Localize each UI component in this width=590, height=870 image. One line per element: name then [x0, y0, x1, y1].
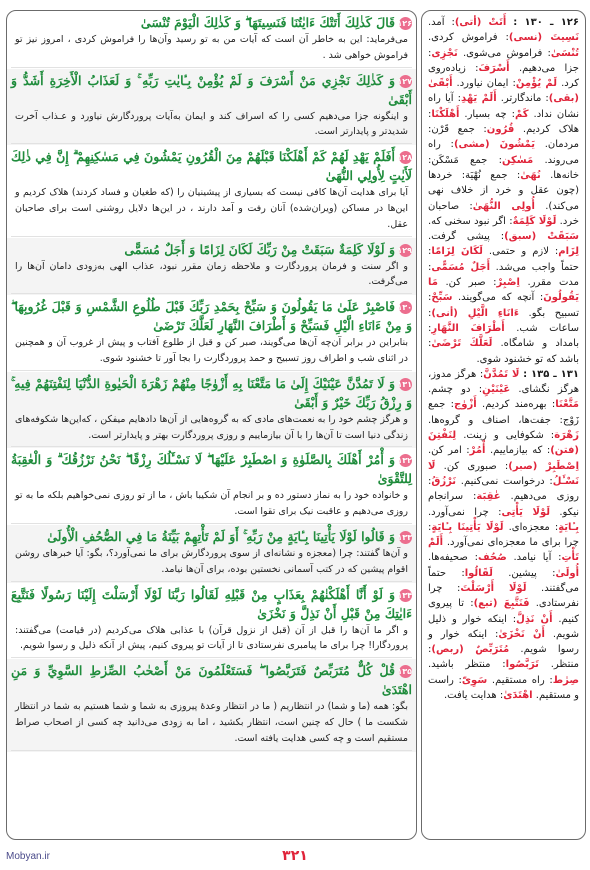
verse-translation: و آن‌ها گفتند: چرا (معجزه و نشانه‌ای از سوی پروردگارش برای ما نمی‌آورد؟، بگو: آیا خبرهای روشن اقوام پیشین که در کتب آسمانی نخستین بوده، برای آن‌ها نیامد.	[11, 546, 412, 582]
glossary-meaning: : آنچه که می‌گویند.	[458, 292, 544, 304]
verse-number-badge: ۱۲۶	[397, 19, 412, 28]
glossary-word: تُنْسَىٰ	[550, 47, 579, 59]
glossary-word: أَطْرَافَ النَّهَارِ	[431, 322, 505, 334]
glossary-word: أَنْ نَخْزَىٰ	[498, 628, 545, 640]
verse-translation: و اگر سنت و فرمان پروردگارت و ملاحظه زمان مقرر نبود، عذاب الهی به‌زودی دامان آن‌ها را می‌گرفت.	[11, 259, 412, 295]
glossary-meaning: : چه بسیار.	[464, 108, 515, 120]
glossary-word: اِصْبِرْ	[496, 277, 520, 289]
glossary-word: أَجَلٌ مُسَمًّى	[431, 261, 491, 273]
glossary-panel	[421, 10, 586, 840]
verse-number-badge: ۱۲۹	[397, 245, 412, 255]
verse-row	[7, 295, 416, 372]
glossary-meaning: : معجزه‌ای.	[508, 521, 559, 533]
glossary-meaning: : صبر کن.	[445, 277, 497, 289]
glossary-word: لَوْلَا یَأْتِینَا بِـٔایَةٍ	[431, 521, 504, 533]
glossary-word: صُحُف	[477, 552, 507, 564]
glossary-word: لَا نَسْـَٔلُ	[428, 460, 579, 487]
glossary-meaning: : هدایت یافت.	[443, 690, 504, 702]
glossary-word: کَمْ	[514, 108, 529, 120]
glossary-word: أَتَتْ (أتی)	[454, 17, 507, 28]
verse-arabic	[11, 71, 412, 109]
glossary-word: عٰقِبَة	[476, 491, 501, 503]
glossary-meaning: : درخواست نمی‌کنیم.	[460, 475, 553, 487]
verse-arabic-text: قُلْ كُلٌّ مُتَرَبِّصٌ فَتَرَبَّصُوا ۖ فَسَتَعْلَمُونَ مَنْ أَصْحٰبُ الصِّرٰطِ السَّوِيِّ وَ مَنِ اهْتَدَىٰ	[11, 663, 412, 698]
glossary-word: مَتَّعْنَا	[555, 399, 579, 411]
glossary-header-1: ۱۲۶ ـ ۱۳۰ :	[513, 17, 579, 28]
glossary-meaning: : روزی می‌دهیم.	[428, 475, 579, 503]
verse-number-badge: ۱۳۳	[397, 532, 412, 542]
glossary-word: عَیْنَیْنِ	[482, 384, 511, 396]
glossary-meaning: : منتظر باشید.	[428, 659, 506, 671]
verse-translation: می‌فرماید: این به خاطر آن است که آیات من به تو رسید وآن‌ها را فراموش کردی ، امروز نیز تو فراموش خواهی شد .	[11, 32, 412, 68]
glossary-word: قُرُون	[486, 124, 515, 136]
glossary-word: مَا یَقُولُونَ	[428, 277, 579, 304]
verse-arabic	[11, 585, 412, 623]
glossary-word: مُتَرَبِّصٌ (ربص)	[431, 644, 510, 656]
verse-arabic-text: وَ كَذٰلِكَ نَجْزِي مَنْ أَسْرَفَ وَ لَمْ يُؤْمِنْ بِـٔايٰتِ رَبِّهِ ۚ وَ لَعَذَابُ الْأَخِرَةِ أَشَدُّ وَ أَبْقَىٰ	[11, 72, 412, 107]
glossary-meaning: : اینکه خوار و رسوا شویم.	[428, 628, 580, 656]
glossary-meaning: : صحیفه‌ها.	[428, 552, 478, 564]
verse-row	[7, 69, 416, 146]
verse-translation: و اینگونه جزا می‌دهیم کسی را که اسراف کند و ایمان به‌آیات پروردگارش نیاورد و عـذاب آخرت شدیدتر و پایدارتر است.	[11, 109, 412, 145]
glossary-word: لَعَلَّكَ تَرْضَىٰ	[431, 338, 493, 350]
glossary-word: تَرَبَّصُوا	[505, 659, 539, 671]
verse-arabic-text: أَفَلَمْ يَهْدِ لَهُمْ كَمْ أَهْلَكْنَا قَبْلَهُمْ مِنَ الْقُرُونِ يَمْشُونَ فِي مَسٰكِنِهِمْ ۗ إِنَّ فِي ذٰلِكَ لَأَيٰتٍ لِأُولِي النُّهَىٰ	[11, 149, 412, 184]
glossary-word: أُولِى النُّهَىٰ	[472, 200, 535, 212]
glossary-meaning: : هلاک کردیم.	[428, 108, 579, 136]
verse-translation: بنابراین در برابر آن‌چه آن‌ها می‌گویند، صبر کن و قبل از طلوع آفتاب و پیش از غروب آن و همچنین در اثنای شب و اطراف روز تسبیح و حمد پروردگارت را بجا آور تا خشنود شوی.	[11, 335, 412, 371]
glossary-content	[422, 11, 585, 707]
glossary-word: سَبَقَتْ (سبق)	[504, 231, 579, 243]
verse-number-badge: ۱۲۷	[397, 76, 412, 86]
glossary-word: فَنَتَّبِعَ (تبع)	[473, 598, 530, 610]
verse-row	[7, 583, 416, 660]
glossary-meaning: : صاحبان خرد.	[428, 200, 579, 227]
verse-number-badge: ۱۳۴	[397, 590, 412, 600]
verse-translation: و اگر ما آن‌ها را قبل از آن (قبل از نزول قرآن) با عذابی هلاک می‌کردیم (در قیامت) می‌گفتند: پروردگارا! چرا برای ما پیامبری نفرستادی تا از آیات تو پیروی کنیم، پیش از آنکه ذلیل و رسوا شویم.	[11, 623, 412, 659]
glossary-meaning: : بهره‌مند کردیم.	[482, 399, 556, 411]
site-watermark: Mobyan.ir	[6, 851, 50, 862]
glossary-meaning: : دو چشم.	[428, 384, 483, 396]
glossary-word: اِصْطَبِرْ (صبر)	[508, 460, 579, 472]
glossary-meaning: : جمع قَرْن: مردمان.	[428, 124, 579, 151]
glossary-word: أَنْ نَذِلَّ	[516, 613, 553, 625]
glossary-header-2: ۱۳۱ ـ ۱۳۵ :	[523, 368, 579, 380]
glossary-list-1	[428, 17, 579, 365]
glossary-word: أَزْوٰج	[454, 399, 477, 411]
verses-list	[7, 11, 416, 752]
glossary-meaning: : چرا نفرستادی.	[428, 582, 579, 610]
glossary-meaning: : آمد.	[428, 17, 455, 28]
verse-arabic	[11, 374, 412, 412]
verse-translation: آیا برای هدایت آن‌ها کافی نیست که بسیاری از پیشینیان را (که طغیان و فساد کردند) هلاک کردیم و این‌ها در مساکن (ویران‌شده) آنان رفت و آمد دارند ، در این‌ها دلایل روشنی است برای صاحبان عقل.	[11, 185, 412, 236]
verse-number-badge: ۱۳۵	[397, 667, 412, 677]
glossary-word: نَجْزِی	[431, 47, 458, 59]
verse-arabic	[11, 13, 412, 32]
glossary-meaning: : راه می‌روند.	[428, 139, 580, 166]
glossary-meaning: : حتماً واجب می‌شد.	[428, 246, 579, 273]
glossary-meaning: : مدت مقرر.	[428, 261, 579, 289]
glossary-word: مَسٰكِن	[501, 154, 534, 166]
glossary-word: لَقَالُوا	[464, 567, 493, 579]
glossary-word: اهْتَدَىٰ	[503, 690, 533, 702]
glossary-word: أُولَىٰ	[555, 567, 579, 579]
glossary-word: سَبِّحْ	[431, 292, 453, 304]
glossary-word: أَهْلَكْنَا	[431, 108, 460, 120]
verse-row	[7, 372, 416, 449]
glossary-meaning: : جمع زَوْج: جفت‌ها، اصناف و گروه‌ها.	[428, 399, 579, 426]
glossary-meaning: : باشد که تو خشنود شوی.	[428, 338, 579, 365]
glossary-meaning: : چرا برای ما معجزه‌ای نمی‌آورد.	[428, 521, 579, 549]
glossary-word: لَا تَمُدَّنَّ	[483, 368, 520, 380]
verse-number-badge: ۱۳۰	[397, 303, 412, 313]
glossary-word: أَلَمْ تَأْتِ	[428, 537, 579, 564]
glossary-meaning: : که بیازماییم.	[489, 445, 551, 457]
glossary-word: أَسْرَفَ	[478, 62, 510, 74]
verse-row	[7, 11, 416, 69]
verse-arabic	[11, 147, 412, 185]
glossary-meaning: : حتماً می‌گفتند.	[428, 567, 580, 594]
verse-row	[7, 145, 416, 237]
verse-arabic	[11, 527, 412, 546]
verse-row	[7, 659, 416, 751]
glossary-meaning: : پیشین.	[508, 567, 556, 579]
glossary-word: ءَانَاءِ الَّیْلِ (أنی)	[431, 307, 519, 319]
verse-arabic-text: وَ أْمُرْ أَهْلَكَ بِالصَّلَوٰةِ وَ اصْطَبِرْ عَلَيْهَا ۖ لَا نَسْـَٔلُكَ رِزْقًا ۖ نَحْنُ نَرْزُقُكَ ۗ وَ الْعٰقِبَةُ لِلتَّقْوَىٰ	[11, 452, 412, 487]
verse-arabic-text: وَ لَوْلَا كَلِمَةٌ سَبَقَتْ مِنْ رَبِّكَ لَكَانَ لِزَامًا وَ أَجَلٌ مُسَمًّى	[124, 241, 395, 257]
glossary-meaning: : تسبیح بگو.	[428, 292, 579, 319]
glossary-meaning: : جزا می‌دهیم.	[428, 47, 579, 74]
glossary-meaning: : شکوفایی و زینت.	[463, 430, 555, 442]
verse-row	[7, 525, 416, 583]
glossary-meaning: : تا پیروی کنیم.	[428, 598, 580, 625]
glossary-meaning: : هرگز مدوز، هرگز نگشای.	[428, 368, 579, 396]
glossary-meaning: : راست و مستقیم.	[428, 674, 579, 702]
verse-number-badge: ۱۲۸	[397, 153, 412, 163]
glossary-word: أَبْقَىٰ (بقی)	[428, 78, 579, 105]
glossary-word: لَوْلَا أَرْسَلْتَ	[460, 582, 527, 594]
glossary-meaning: : آیا راه نشان نداد.	[428, 93, 579, 120]
glossary-meaning: : پیشی گرفت.	[428, 231, 505, 243]
glossary-meaning: : ایمان نیاورد.	[456, 78, 516, 90]
verse-arabic	[11, 450, 412, 488]
verse-row	[7, 448, 416, 525]
glossary-word: لَكَانَ لِزَامًا	[431, 246, 483, 258]
verse-arabic-text: وَ قَالُوا لَوْلَا يَأْتِينَا بِـٔايَةٍ مِنْ رَبِّهِ ۚ أَوَ لَمْ تَأْتِهِمْ بَيِّنَةُ مَا فِي الصُّحُفِ الْأُولَىٰ	[47, 528, 395, 544]
verse-arabic-text: فَاصْبِرْ عَلَىٰ مَا يَقُولُونَ وَ سَبِّحْ بِحَمْدِ رَبِّكَ قَبْلَ طُلُوعِ الشَّمْسِ وَ قَبْلَ غُرُوبِهَا ۖ وَ مِنْ ءَانَاءِ الَّيْلِ فَسَبِّحْ وَ أَطْرَافَ النَّهَارِ لَعَلَّكَ تَرْضَىٰ	[11, 299, 412, 334]
glossary-word: نُهَىٰ	[520, 169, 541, 181]
glossary-meaning: : آیا نیامد.	[513, 552, 562, 564]
verse-row	[7, 238, 416, 296]
glossary-word: زَهْرَة	[554, 430, 580, 442]
verse-arabic	[11, 661, 412, 699]
glossary-meaning: : چرا نمی‌آورد.	[428, 506, 502, 518]
verse-translation: و هرگز چشم خود را به نعمت‌های مادی که به گروه‌هایی از آن‌ها دادهایم میفکن ، که‌این‌ها شکوفه‌های زندگی دنیا است تا آن‌ها را با آن بیازماییم و روزی پروردگارت بهتر و پایدارتر است.	[11, 412, 412, 448]
glossary-meaning: : راه مستقیم.	[491, 674, 553, 686]
glossary-word: أَلَمْ یَهْدِ	[461, 93, 497, 105]
glossary-word: أْمُرْ	[469, 445, 486, 457]
verse-arabic	[11, 240, 412, 259]
glossary-word: سَوِیّ	[461, 674, 488, 686]
page-number: ۳۲۱	[282, 848, 308, 864]
glossary-meaning: : جمع مَسْکَن: خانه‌ها.	[428, 154, 579, 181]
verse-arabic-text: قَالَ كَذٰلِكَ أَتَتْكَ ءَايٰتُنَا فَنَسِيتَهَا ۖ وَ كَذٰلِكَ الْيَوْمَ تُنْسَىٰ	[140, 15, 395, 30]
glossary-meaning: : امر کن.	[428, 445, 470, 457]
glossary-word: لَمْ یُؤْمِنْ	[515, 78, 558, 90]
glossary-meaning: : صبوری کن.	[443, 460, 509, 472]
verse-number-badge: ۱۳۱	[397, 379, 412, 389]
glossary-meaning: : لازم و حتمی.	[488, 246, 559, 258]
glossary-meaning: : زیاده‌روی کرد.	[428, 62, 579, 90]
glossary-meaning: : منتظر.	[428, 644, 579, 671]
glossary-meaning: : بامداد و شامگاه.	[428, 322, 579, 350]
glossary-meaning: : ماندگارتر.	[500, 93, 549, 105]
glossary-meaning: : اینکه خوار و ذلیل شویم.	[428, 613, 579, 640]
glossary-word: لِزَام	[558, 246, 580, 258]
verse-number-badge: ۱۳۲	[397, 456, 412, 466]
verse-translation: بگو: همه (ما و شما) در انتظاریم ( ما در انتظار وعدهٔ پیروزی به شما و شما هستیم به شما در انتظار شکست ما ) حال که چنین است، انتظار بکشید ، اما به زودی می‌دانید چه کسی از اصحاب صراط مستقیم است و چه کسی هدایت یافته است.	[11, 699, 412, 750]
glossary-meaning: : جمع نُهْیَة: خردها (چون عقل و خرد از خلاف نهی می‌کند).	[428, 169, 579, 212]
verse-arabic	[11, 297, 412, 335]
glossary-word: صِرٰط	[552, 674, 580, 686]
glossary-meaning: : سرانجام نیکو.	[428, 491, 579, 518]
glossary-word: لَوْلَا كَلِمَةٌ	[512, 215, 557, 227]
glossary-meaning: : فراموش می‌شوی.	[462, 47, 551, 59]
glossary-meaning: : فراموش کردی.	[428, 32, 509, 44]
glossary-word: بِـٔايَةٍ	[558, 521, 579, 533]
glossary-word: یَمْشُونَ (مشی)	[453, 139, 536, 151]
glossary-meaning: : اگر نبود سخنی که.	[428, 215, 513, 227]
glossary-word: نَرْزُقُ	[431, 475, 457, 487]
glossary-word: لَوْلَا یَأْتِی	[501, 506, 550, 518]
verse-arabic-text: وَ لَوْ أَنَّا أَهْلَكْنٰهُمْ بِعَذَابٍ مِنْ قَبْلِهِ لَقَالُوا رَبَّنَا لَوْلَا أَرْسَلْتَ إِلَيْنَا رَسُولًا فَنَتَّبِعَ ءَايٰتِكَ مِنْ قَبْلِ أَنْ نَذِلَّ وَ نَخْزَىٰ	[11, 586, 412, 621]
glossary-word: لِنَفْتِنَ (فتن)	[428, 430, 579, 457]
glossary-meaning: : ساعات شب.	[428, 307, 579, 334]
glossary-word: نَسِیتَ (نسی)	[508, 32, 579, 44]
verse-translation: و خانواده خود را به نماز دستور ده و بر انجام آن شکیبا باش ، ما از تو روزی نمی‌خواهیم بلکه ما به تو روزی می‌دهیم و عاقبت نیک برای تقوا است.	[11, 488, 412, 524]
verse-arabic-text: وَ لَا تَمُدَّنَّ عَيْنَيْكَ إِلَىٰ مَا مَتَّعْنَا بِهِ أَزْوٰجًا مِنْهُمْ زَهْرَةَ الْحَيٰوةِ الدُّنْيَا لِنَفْتِنَهُمْ فِيهِ ۚ وَ رِزْقُ رَبِّكَ خَيْرٌ وَ أَبْقَىٰ	[11, 375, 412, 410]
verses-panel	[6, 10, 417, 840]
glossary-list-2	[428, 369, 579, 701]
